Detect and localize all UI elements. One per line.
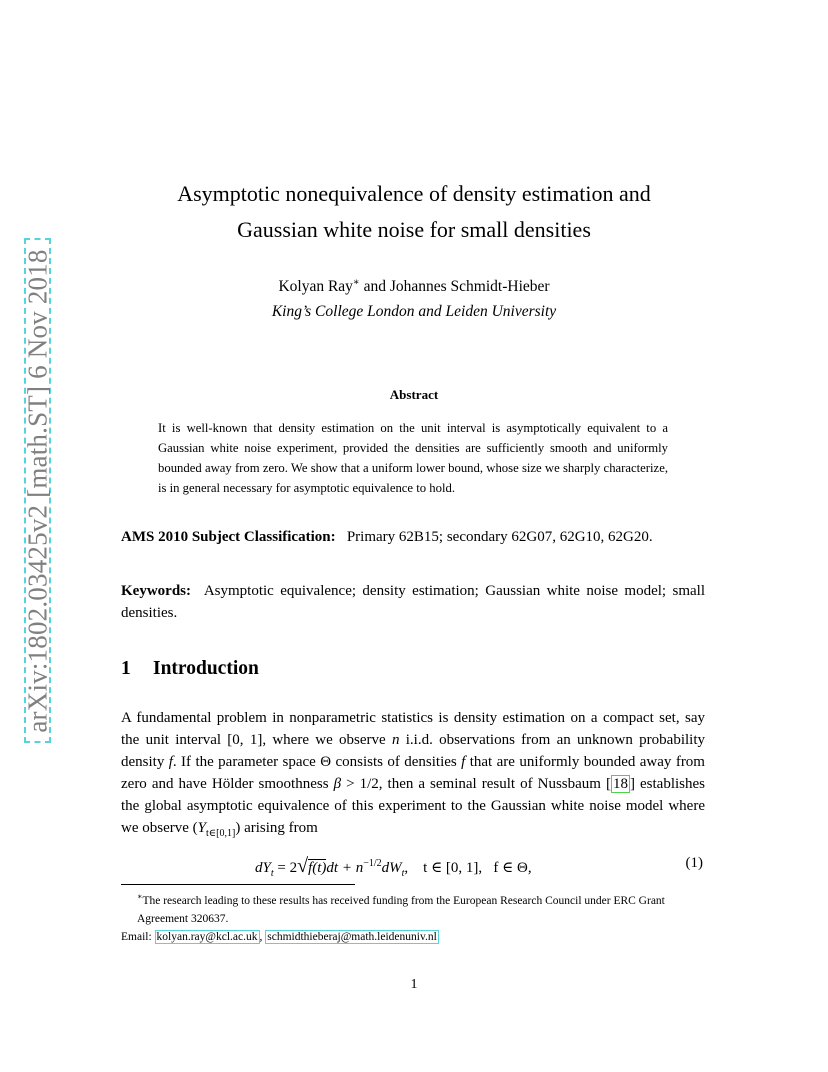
eq-text: dW — [381, 860, 402, 876]
equation-content — [255, 855, 532, 879]
ams-text: Primary 62B15; secondary 62G07, 62G10, 62G20. — [346, 529, 653, 545]
math-n: n — [391, 732, 400, 748]
arxiv-id: arXiv:1802.03425v2 [math.ST] 6 Nov 2018 — [22, 248, 52, 733]
affiliation: King’s College London and Leiden University — [271, 303, 557, 320]
keywords-label: Keywords: — [121, 583, 191, 599]
eq-text: f(t) — [308, 860, 327, 876]
math-beta: β — [333, 776, 342, 792]
math-f: f — [461, 754, 466, 770]
ams-label: AMS 2010 Subject Classification: — [121, 529, 336, 545]
footnote-mark: ∗ — [137, 892, 143, 901]
eq-sub: t — [270, 868, 274, 879]
email-separator: , — [259, 930, 266, 943]
keywords — [121, 580, 705, 624]
email-link-1[interactable]: kolyan.ray@kcl.ac.uk — [156, 930, 258, 943]
intro-text: ] establishes the global asymptotic equivalence of this experiment to the Gaussian white noise model where we observe ( — [121, 776, 705, 836]
sqrt-sign: √ — [297, 855, 309, 877]
abstract-heading: Abstract — [389, 387, 439, 402]
section-number: 1 — [121, 658, 131, 679]
abstract-text: It is well-known that density estimation on the unit interval is asymptotically equivalent to a Gaussian white noise experiment, provided the densities are sufficiently smooth and uniformly bounded away from zero. We show that a uniform lower bound, whose size we sharply characterize, is in general necessary for asymptotic equivalence to hold. — [158, 421, 668, 495]
email-link-2[interactable]: schmidthieberaj@math.leidenuniv.nl — [267, 930, 437, 943]
math-subscript: t∈[0,1] — [205, 828, 236, 839]
title-line-2: Gaussian white noise for small densities — [237, 217, 591, 242]
intro-text: > 1/2, then a seminal result of Nussbaum [ — [341, 776, 611, 792]
email-label: Email: — [121, 930, 155, 943]
author-line — [0, 277, 828, 296]
intro-text: that are uniformly bounded away from zero and have Hölder smoothness — [121, 754, 705, 792]
footnote-text: The research leading to these results has received funding from the European Research Council under ERC Grant Agreement 320637. — [137, 894, 665, 925]
math-f: f — [168, 754, 173, 770]
intro-text: i.i.d. observations from an unknown probability density — [121, 732, 705, 770]
eq-text: , t ∈ [0, 1], f ∈ Θ, — [404, 860, 532, 876]
intro-text: . If the parameter space Θ consists of densities — [172, 754, 462, 770]
eq-sub: t — [401, 868, 405, 879]
equation-number: (1) — [685, 855, 703, 871]
author-name-2: and Johannes Schmidt-Hieber — [359, 278, 550, 296]
footnote-rule — [121, 884, 355, 885]
author-name-1: Kolyan Ray — [278, 278, 353, 296]
intro-text: ) arising from — [235, 820, 318, 836]
keywords-text: Asymptotic equivalence; density estimation; Gaussian white noise model; small densities. — [121, 583, 706, 621]
sqrt-argument — [308, 859, 326, 876]
intro-paragraph — [121, 707, 705, 845]
title-line-1: Asymptotic nonequivalence of density estimation and — [177, 181, 651, 206]
citation-link[interactable]: 18 — [612, 776, 628, 792]
page-number: 1 — [410, 977, 418, 992]
section-heading — [121, 658, 259, 680]
eq-lhs: dY — [255, 860, 271, 876]
eq-text: = 2 — [273, 860, 298, 876]
footnote — [121, 888, 705, 946]
eq-exponent: −1/2 — [363, 858, 382, 869]
ams-classification — [121, 529, 707, 546]
intro-text: A fundamental problem in nonparametric statistics is density estimation on a compact set, say the unit interval [0, 1], where we observe — [121, 710, 705, 748]
eq-text: dt + n — [326, 860, 364, 876]
math-Y: Y — [197, 820, 206, 836]
section-title: Introduction — [153, 658, 259, 679]
author-footnote-mark[interactable]: ∗ — [352, 277, 360, 288]
paper-title — [0, 176, 828, 248]
